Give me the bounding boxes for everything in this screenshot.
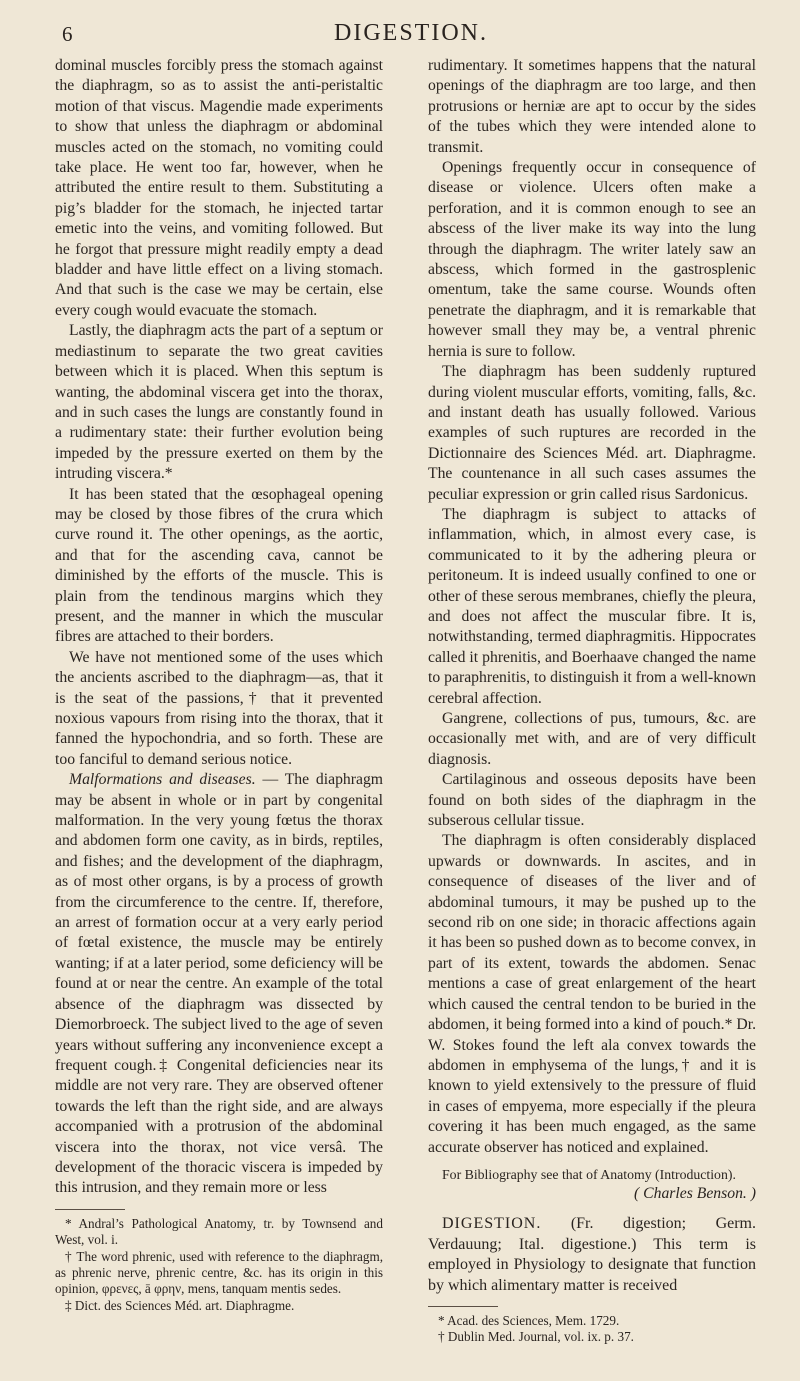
footnote: † Dublin Med. Journal, vol. ix. p. 37. xyxy=(438,1329,634,1345)
paragraph: It has been stated that the œsophageal opening may be closed by those fibres of the crura which curve round it. The other openings, as the aortic, and that for the ascending cava, cannot be diminished by the efforts of the muscle. This is plain from the tendinous margins which they present, and the manner in which the muscular fibres are attached to their borders. xyxy=(55,485,383,646)
paragraph: The diaphragm has been suddenly ruptured during violent muscular efforts, vomiting, falls, &c. and instant death has usually followed. Various examples of such ruptures are recorded in the Dictionnaire des Sciences Méd. art. Diaphragme. The countenance in all such cases assumes the peculiar expression or grin called risus Sardonicus. xyxy=(428,363,756,503)
running-head: DIGESTION. xyxy=(334,20,488,46)
paragraph: The diaphragm is subject to attacks of inflammation, which, in almost every case, is communicated to it by the adhering pleura or peritoneum. It is indeed usually confined to one or other of these serous membranes, chiefly the pleura, and does not affect the muscular fibre. It is, notwithstanding, termed diaphragmitis. Hippocrates called it phrenitis, and Boerhaave changed the name to paraphrenitis, to distinguish it from a well-known cerebral affection. xyxy=(428,505,756,707)
page-header xyxy=(62,20,760,50)
malformations-paragraph xyxy=(55,770,383,1199)
entry-paragraph xyxy=(428,1214,756,1296)
footnotes-right xyxy=(428,1313,756,1346)
paragraph: Cartilaginous and osseous deposits have been found on both sides of the diaphragm in the subserous cellular tissue. xyxy=(428,771,756,830)
paragraph: dominal muscles forcibly press the stomach against the diaphragm, so as to assist the anti-peristaltic motion of that viscus. Magendie made experiments to show that unless the diaphragm or abdominal muscles acted on the stomach, no vomiting could take place. He went too far, however, when he attributed the entire result to them. Substituting a pig’s bladder for the stomach, he injected tartar emetic into the veins, and vomiting followed. But he forgot that pressure might readily empty a dead bladder and have little effect on a living stomach. And that such is the case we may be certain, else every cough would evacuate the stomach. xyxy=(55,57,383,319)
paragraph: Openings frequently occur in consequence of disease or violence. Ulcers often make a perforation, and it is common enough to see an abscess of the liver make its way into the lung through the diaphragm. The writer lately saw an abscess, which formed in the gastrosplenic omentum, take the same course. Wounds often penetrate the diaphragm, and it is remarkable that however small they may be, a ventral phrenic hernia is sure to follow. xyxy=(428,159,756,360)
paragraph: Lastly, the diaphragm acts the part of a septum or mediastinum to separate the two great cavities between which it is placed. When this septum is wanting, the abdominal viscera get into the thorax, and in such cases the lungs are constantly found in a rudimentary state: their further evolution being impeded by the pressure exerted on them by the intruding viscera.* xyxy=(55,322,383,483)
footnote: ‡ Dict. des Sciences Méd. art. Diaphragme. xyxy=(65,1297,295,1313)
bibliography-note: For Bibliography see that of Anatomy (Introduction). xyxy=(442,1166,736,1182)
article-author: ( Charles Benson. ) xyxy=(634,1184,756,1202)
entry-heading: DIGESTION. xyxy=(442,1215,542,1233)
footnote-rule xyxy=(428,1306,498,1307)
footnotes-left xyxy=(55,1216,383,1314)
entry-text: (Fr. digestion; Germ. Verdauung; Ital. digestione.) This term is employed in Physiology to designate that function by which alimentary matter is received xyxy=(428,1215,756,1294)
footnote-rule xyxy=(55,1209,125,1210)
paragraph: We have not mentioned some of the uses which the ancients ascribed to the diaphragm—as, that it is the seat of the passions,† that it prevented noxious vapours from rising into the thorax, that it fanned the hypochondria, and so forth. These are too fanciful to demand serious notice. xyxy=(55,648,383,768)
footnote: † The word phrenic, used with reference to the diaphragm, as phrenic nerve, phrenic centre, &c. has its origin in this opinion, φρενες, ā φρην, mens, tanquam mentis sedes. xyxy=(55,1248,383,1297)
malformations-text: — The diaphragm may be absent in whole or in part by congenital malformation. In the very young fœtus the thorax and abdomen form one cavity, as in birds, reptiles, and fishes; and the development of the diaphragm, as of most other organs, is by a process of growth from the circumference to the centre. If, therefore, an arrest of formation occur at a very early period of fœtal existence, the muscle may be entirely wanting; if at a later period, some deficiency will be found at or near the centre. An example of the total absence of the diaphragm was dissected by Diemorbroeck. The subject lived to the age of seven years without suffering any inconvenience except a frequent cough.‡ Congenital deficiencies near its middle are not very rare. They are observed oftener towards the left than the right side, and are always accompanied with a protrusion of the abdominal viscera into the thorax, not vice versâ. The development of the thoracic viscera is impeded by this intrusion, and they remain more or less xyxy=(55,771,384,1197)
footnote: * Acad. des Sciences, Mem. 1729. xyxy=(438,1312,620,1328)
paragraph: The diaphragm is often considerably displaced upwards or downwards. In ascites, and in consequence of diseases of the liver and of abdominal tumours, it may be pushed up to the second rib on one side; in thoracic affections again it has been so pushed down as to become convex, in part of its extent, towards the abdomen. Senac mentions a case of great enlargement of the heart which caused the central tendon to be buried in the abdomen, it being formed into a kind of pouch.* Dr. W. Stokes found the left ala convex towards the abdomen in emphysema of the lungs,† and it is known to yield extensively to the pressure of fluid in cases of empyema, more especially if the pleura covering it has been much engaged, as the same accurate observer has noticed and explained. xyxy=(428,832,756,1156)
page-number: 6 xyxy=(62,22,73,46)
footnote: * Andral’s Pathological Anatomy, tr. by Townsend and West, vol. i. xyxy=(55,1215,383,1248)
right-column xyxy=(428,56,756,1346)
paragraph: Gangrene, collections of pus, tumours, &c. are occasionally met with, and are of very difficult diagnosis. xyxy=(428,710,756,768)
left-column xyxy=(55,56,383,1314)
paragraph: rudimentary. It sometimes happens that the natural openings of the diaphragm are too large, and then protrusions or herniæ are apt to occur by the sides of the tubes which they were intended alone to transmit. xyxy=(428,57,756,156)
malformations-heading: Malformations and diseases. xyxy=(69,771,256,789)
